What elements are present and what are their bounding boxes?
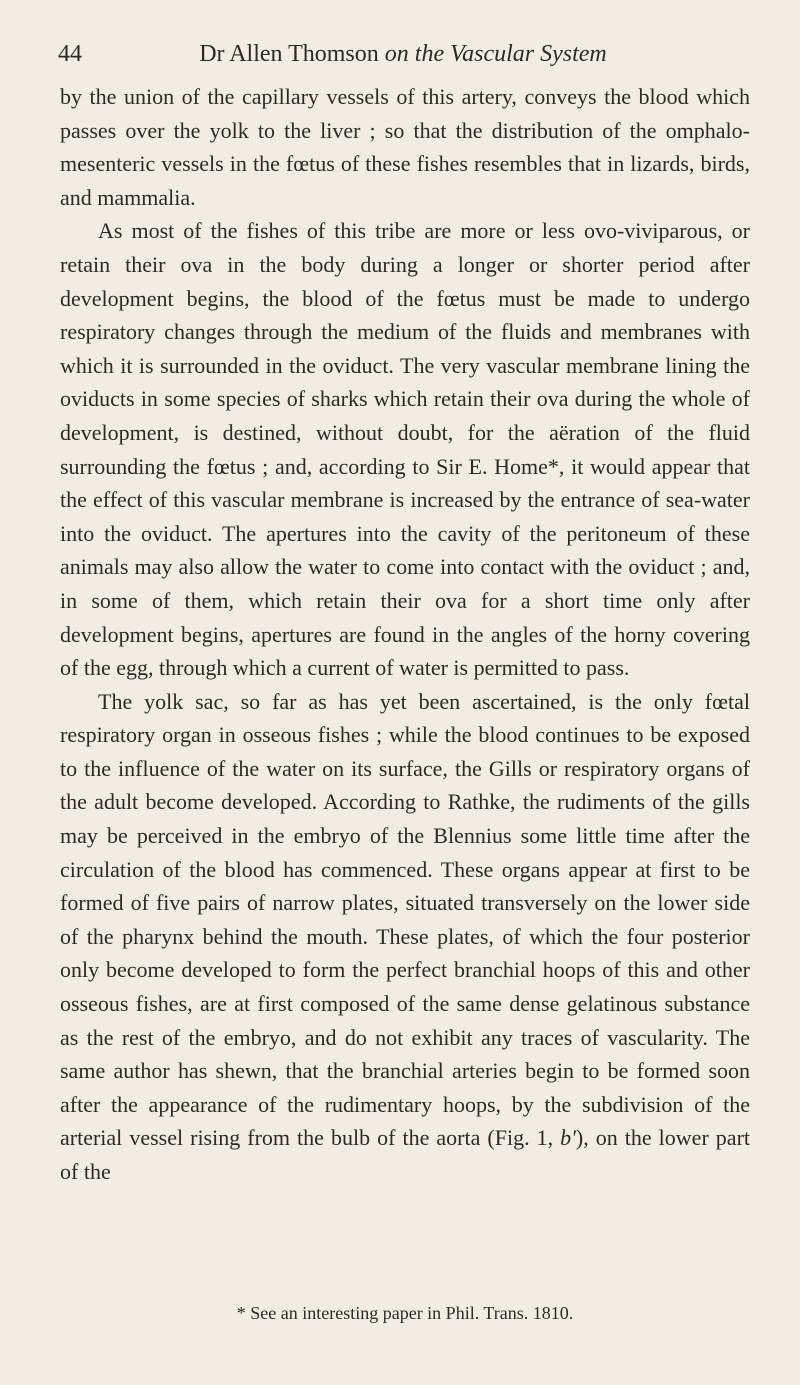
running-head <box>58 38 748 70</box>
figure-reference: b' <box>560 1125 576 1151</box>
footnote: * See an interesting paper in Phil. Trans. 1810. <box>236 1303 574 1323</box>
paragraph-2: As most of the fishes of this tribe are more or less ovo-viviparous, or retain their ova in the body during a longer or shorter period after development begins, the blood of the fœtus must be made to undergo respiratory changes through the medium of the fluids and membranes with which it is surrounded in the oviduct. The very vascular membrane lining the oviducts in some species of sharks which retain their ova during the whole of development, is destined, without doubt, for the aëration of the fluid surrounding the fœtus ; and, according to Sir E. Home*, it would appear that the effect of this vascular membrane is increased by the entrance of sea-water into the oviduct. The apertures into the cavity of the peritoneum of these animals may also allow the water to come into contact with the oviduct ; and, in some of them, which retain their ova for a short time only after development begins, apertures are found in the angles of the horny covering of the egg, through which a current of water is permitted to pass. <box>60 218 750 681</box>
paragraph-3-text: The yolk sac, so far as has yet been ascertained, is the only fœtal respiratory organ in osseous fishes ; while the blood continues to be exposed to the influence of the water on its surface, the Gills or respiratory organs of the adult become developed. According to Rathke, the rudiments of the gills may be perceived in the embryo of the Blennius some little time after the circulation of the blood has commenced. These organs appear at first to be formed of five pairs of narrow plates, situated transversely on the lower side of the pharynx behind the mouth. These plates, of which the four posterior only become developed to form the perfect branchial hoops of this and other osseous fishes, are at first composed of the same dense gelatinous substance as the rest of the embryo, and do not exhibit any traces of vascularity. The same author has shewn, that the branchial arteries begin to be formed soon after the appearance of the rudimentary hoops, by the subdivision of the arterial vessel rising from the bulb of the aorta (Fig. 1, <box>60 688 750 1151</box>
running-head-subject: Vascular System <box>450 41 607 67</box>
paragraph-1: by the union of the capillary vessels of this artery, conveys the blood which passes over the yolk to the liver ; so that the distribution of the omphalo-mesenteric vessels in the fœtus of these fishes resembles that in lizards, birds, and mammalia. <box>60 84 750 210</box>
running-head-on-the: on the <box>384 41 445 67</box>
page-header <box>58 38 748 70</box>
body-text <box>60 80 750 1189</box>
paragraph-3-end: ), on the lower part of the <box>60 1125 751 1184</box>
page-number: 44 <box>58 41 82 67</box>
paragraph-3 <box>60 685 750 1189</box>
running-head-author: Dr Allen Thomson <box>199 41 379 67</box>
